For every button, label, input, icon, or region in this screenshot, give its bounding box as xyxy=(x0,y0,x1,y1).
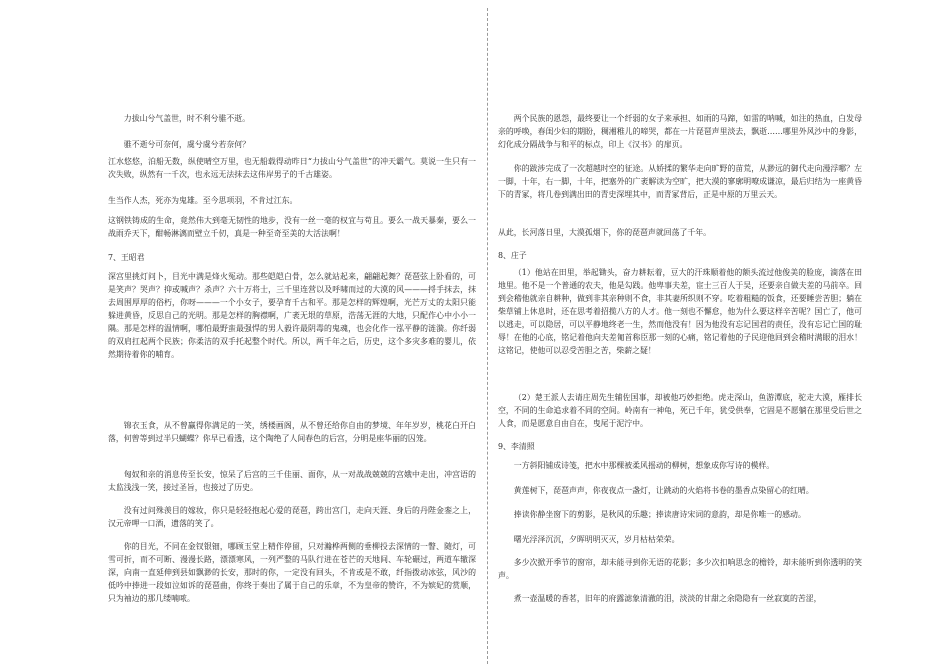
column-divider xyxy=(487,8,488,664)
paragraph: （2）楚王派人去请庄周先生辅佐国事，却被他巧妙拒绝。虎走深山，鱼游潭底，驼走大漠，雁排长空，不同的生命追求着不同的空间。岭南有一神龟，死已千年，犹受供奉，它固是不愿躺在那里受后世之人食，而是愿意自由自在，曳尾于泥泞中。 xyxy=(498,393,862,428)
paragraph: 从此，长河落日里，大漠孤烟下，你的琵琶声就回荡了千年。 xyxy=(498,228,712,237)
section-heading: 7、王昭君 xyxy=(108,253,145,262)
paragraph: 一方斜阳铺成诗笺，把水中那棵被柔风摇动的柳树，想象成你写诗的模样。 xyxy=(513,461,775,470)
paragraph: 力拔山兮气盖世，时不利兮骓不逝。 xyxy=(123,114,251,123)
paragraph: 两个民族的恩怨，最终要让一个纤弱的女子来承担、如雨的马蹄，如雷的呐喊，如注的热血，白发母亲的呼唤，春闺少妇的期盼，稠湘稚儿的啼哭，都在一片琵琶声里淡去，飘逝……哪里外风沙中的身影，幻化成分隔战争与和平的标点，印上《汉书》的扉页。 xyxy=(498,114,862,149)
paragraph: 没有过问殊羡目的嫁妆，你只是轻轻抱起心爱的琵琶，跨出宫门，走向天涯、身后的丹陛金銮之上，汉元帝呷一口酒，遗落的笑了。 xyxy=(108,506,476,528)
paragraph: 你的目光，不同在金钗银钿，哪顾玉堂上精作停留，只对瀚桦两侧的垂柳投去深情的一瞥、随灯，可雪可折，而不可断、漫漫长路，漂漂寒风，一列严整的马队行进在苍芒的天地间、车轮碾过，两道车辙深深，向南一直延伸到县如飘渺的长安，那时的你，一定没有回头，不肯或是不敢，纤指拨动冰弦，风沙的低吟中捧进一段如泣如诉的琵琶曲，你终于奏出了属于自己的乐章，不为皇帝的赞许，不为嫔妃的赏顺，只为袖边的那几缕喃哝。 xyxy=(108,542,476,603)
paragraph: 生当作人杰，死亦为鬼雄。至今思项羽，不肯过江东。 xyxy=(108,196,298,205)
paragraph: （1）他站在田里，举起锄头，奋力耕耘着，豆大的汗珠顺着他的额头流过他俊美的脸庞，滴落在田地里。他不是一个普通的农夫，他是勾践。他卑事夫差，宦士三百人于吴，还要亲自做夫差的马前卒。回到会稽他就亲自耕种，做到非其亲种则不食，非其妻所织则不穿。吃着粗糙的饭食，还要睡尝苦胆；躺在柴草铺上休息时，还在思考着招揽八方的人才。他一刻也不懈怠，他为什么要这样辛苦呢？国亡了，他可以逃走，可以隐居，可以平静地终老一生，然而他没有！因为他没有忘记国君的责任，没有忘记亡国的耻辱！在他的心底，铭记着他向夫差匍首称臣那一刻的心痛，铭记着他的子民迎他回到会稽时满眼的泪水！这铭记，使他可以忍受苦胆之苦，柴薪之疑！ xyxy=(498,268,862,355)
section-heading: 9、李清照 xyxy=(498,442,535,451)
paragraph: 深宫里挑灯问卜，目光中满是烽火冤动。那些皑皑白骨，怎么就站起来，翩翩起舞？琵琶弦上卧看的，可是笑声？哭声？抑或喊声？杀声？六十万将士，三千里连营以及呼啸而过的大漠的风———捋手抹去，抹去周围厚厚的俗朽，你呀———一个小女子，要孕育千古和平。那是怎样的辉煌啊，光芒万丈的太阳只能躲进黄昏，反思自己的光明。那是怎样的胸襟啊，广袤无垠的草原，浩荡无涯的大地，只配作心中小小一隅。那是怎样的温情啊，哪怕最野蛮最强悍的男人毅许最阴毒的鬼魂，也会化作一泓平静的涟漪。你纤弱的双肩扛起两个民族；你柔洁的双手托起整个时代。所以，两千年之后，历史，这个多灾多难的婴儿，依然期待着你的哺育。 xyxy=(108,272,476,359)
paragraph: 你的跋涉完成了一次超越时空的征途。从娇揉的繁华走向旷野的苗荒，从渺远的御代走向漫浮哪？左一脚，十年，右一脚，十年，把塞外的广袤解读为空旷，把大漠的寥廓明嘹成谦凉，最后归结为一座黄昏下的青冢，将几卷到满出田的青史深埋其中，而青冢背后，正是中原的万里云天。 xyxy=(498,164,862,199)
paragraph: 匈奴和亲的消息传至长安，惊呆了后宫的三千佳丽、面你，从一对战战兢兢的宫娥中走出，冲宫语的太监浅浅一笑，接过圣旨，也接过了历史。 xyxy=(108,470,476,492)
paragraph: 多少次掀开季节的窗帘，却未能寻到你无语的花影；多少次扣响思念的檐铃，却未能听到你透明的笑声。 xyxy=(498,558,862,580)
paragraph: 煮一壶温暖的香茗，旧年的府露滤象清澈的泪，淡淡的甘甜之余隐隐有一丝寂寞的苦涩， xyxy=(513,594,822,603)
paragraph: 捧读你静坐窗下的剪影，是秋风的乐趣；捧读唐诗宋词的意韵，却是你唯一的感动。 xyxy=(513,510,806,519)
left-column xyxy=(108,0,476,672)
paragraph: 黄莲树下，琵琶声声，你夜夜点一盏灯，让跳动的火焰将书卷的墨香点染留心的红晴。 xyxy=(513,486,814,495)
paragraph: 江水悠悠，泊船无数，纵使晴空万里，也无船载得动昨日“力拔山兮气盖世”的冲天霸气。莫说一生只有一次失败，纵然有一千次，也永远无法抹去这伟岸男子的千古雄姿。 xyxy=(108,157,476,179)
paragraph: 骓不逝兮可奈何，虞兮虞兮若奈何？ xyxy=(123,140,251,149)
paragraph: 锦衣玉食，从不曾赢得你满足的一笑，绣楼画阁，从不曾还给你自由的梦境、年年岁岁，桃花白开白落，何曾等到过半只蝴蝶？你早已看透，这个陶绝了人间春色的后宫，分明是座华丽的囚笼。 xyxy=(108,421,476,443)
paragraph: 这钢铁铸成的生命，竟然伟大到毫无韧性的地步，没有一丝一毫的权宜与苟且。要么一战天暴秦，要么一战雨乔天下，酣畅淋漓而壁立千仞，真是一种至奇至美的大活法啊！ xyxy=(108,216,476,238)
right-column xyxy=(498,0,862,672)
paragraph: 曙光浮泽沉沉，夕晖明明灭灭，岁月枯枯荣荣。 xyxy=(513,535,680,544)
section-heading: 8、庄子 xyxy=(498,251,527,260)
